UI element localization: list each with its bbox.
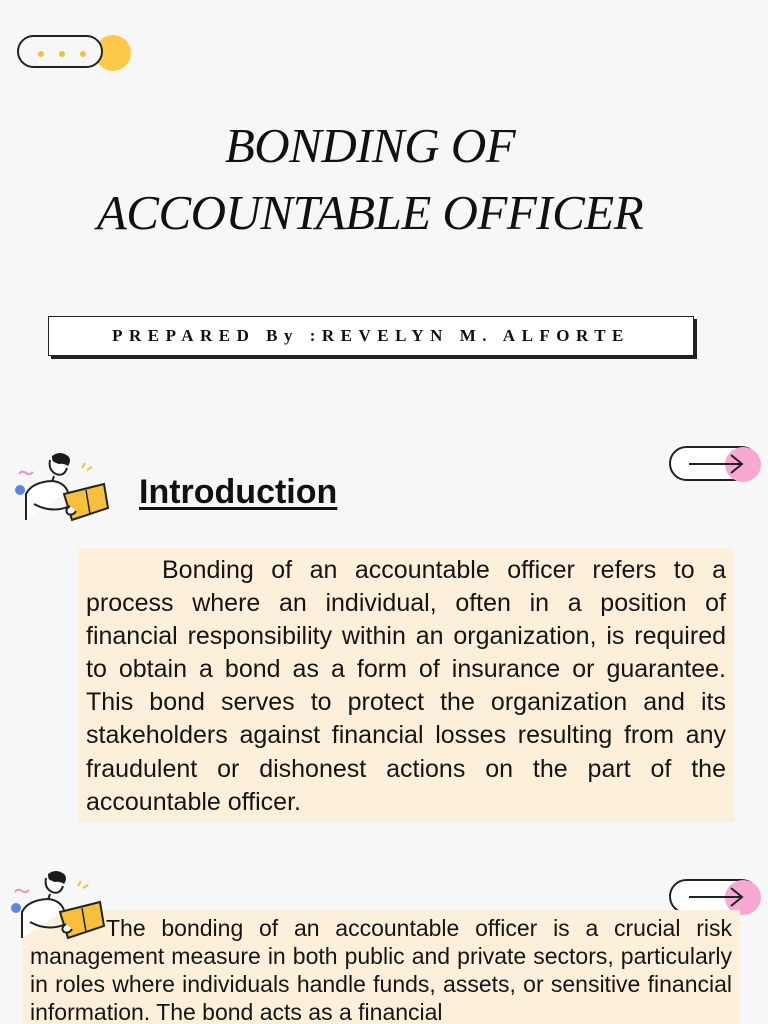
dot-icon [59, 51, 65, 57]
intro-paragraph [78, 548, 734, 822]
next-arrow-button[interactable] [669, 446, 759, 481]
person-reading-book-icon [12, 448, 114, 524]
second-paragraph [22, 910, 740, 1024]
dot-icon [38, 51, 44, 57]
arrow-right-icon [671, 448, 761, 483]
title-line-2: ACCOUNTABLE OFFICER [96, 185, 644, 240]
page-title [0, 112, 740, 246]
title-line-1: BONDING OF [224, 118, 516, 173]
section-heading: Introduction [139, 473, 338, 511]
next-arrow-button[interactable] [669, 879, 759, 914]
person-reading-book-icon [8, 866, 110, 942]
dot-icon [80, 51, 86, 57]
prepared-by-text: PREPARED By :REVELYN M. ALFORTE [112, 326, 630, 345]
second-paragraph-text: The bonding of an accountable officer is a crucial risk management measure in both public and private sectors, particularly in roles where individuals handle funds, assets, or sensitive financial information. The bond acts as a financial [30, 915, 732, 1024]
intro-paragraph-text: Bonding of an accountable officer refers to a process where an individual, often in a position of financial responsibility within an organization, is required to obtain a bond as a form of insurance or guarantee. This bond serves to protect the organization and its stakeholders against financial losses resulting from any fraudulent or dishonest actions on the part of the accountable officer. [86, 556, 726, 816]
dots-pill-icon [17, 35, 103, 68]
prepared-by-box [48, 316, 694, 356]
